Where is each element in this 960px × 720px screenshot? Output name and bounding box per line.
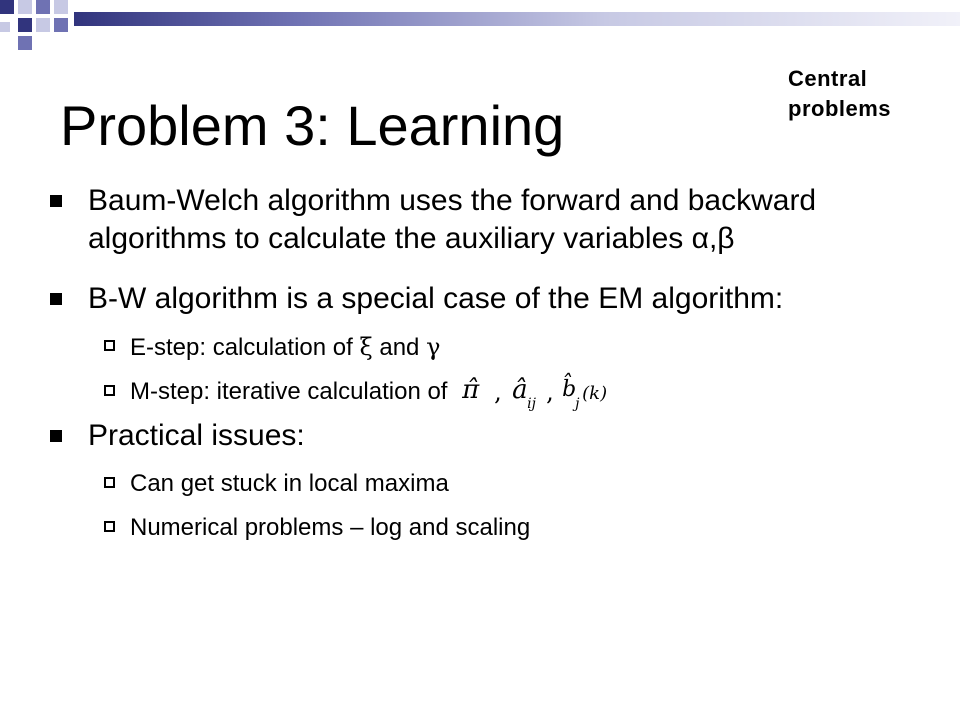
- pi-hat-symbol: π̂: [462, 375, 480, 405]
- decoration-square: [18, 36, 32, 50]
- bullet-list: [48, 182, 928, 543]
- gamma-symbol: γ: [426, 333, 441, 361]
- bullet-item: [48, 280, 928, 318]
- math-formula: [454, 375, 614, 412]
- square-bullet-icon: [50, 195, 62, 207]
- top-decoration: [0, 0, 960, 60]
- decoration-square: [0, 0, 14, 14]
- bullet-text: B-W algorithm is a special case of the EM algorithm:: [88, 282, 784, 315]
- decoration-square: [54, 0, 68, 14]
- hollow-square-bullet-icon: [104, 477, 115, 488]
- square-bullet-icon: [50, 293, 62, 305]
- sub-bullet-text: E-step: calculation of: [130, 334, 360, 361]
- decoration-gradient-bar: [74, 12, 960, 26]
- sub-bullet-text: Numerical problems – log and scaling: [130, 514, 531, 541]
- decoration-square: [54, 18, 68, 32]
- square-bullet-icon: [50, 430, 62, 442]
- bullet-text: Baum-Welch algorithm uses the forward and backward algorithms to calculate the auxiliary variables α,β: [88, 184, 817, 255]
- b-hat-symbol: b̂: [562, 377, 577, 402]
- a-subscript: ij: [527, 396, 536, 412]
- sub-bullet-item: [48, 469, 928, 499]
- decoration-square: [36, 0, 50, 14]
- b-subscript: j: [575, 396, 580, 412]
- sub-bullet-text: M-step: iterative calculation of: [130, 378, 455, 405]
- decoration-square: [36, 18, 50, 32]
- slide-title: Problem 3: Learning: [60, 94, 565, 157]
- bullet-item: [48, 417, 928, 455]
- sub-bullet-item: [48, 513, 928, 543]
- hollow-square-bullet-icon: [104, 385, 115, 396]
- xi-symbol: ξ: [359, 333, 373, 361]
- bullet-item: [48, 182, 928, 258]
- decoration-square: [18, 18, 32, 32]
- sub-bullet-item: [48, 332, 928, 363]
- sub-bullet-item: [48, 375, 928, 412]
- decoration-square: [18, 0, 32, 14]
- sub-bullet-text: and: [372, 334, 427, 361]
- corner-note-line: problems: [788, 96, 892, 121]
- b-argument: (k): [582, 383, 608, 404]
- bullet-text: Practical issues:: [88, 419, 305, 452]
- sub-bullet-text: Can get stuck in local maxima: [130, 470, 449, 497]
- hollow-square-bullet-icon: [104, 521, 115, 532]
- formula-separator: ,: [494, 378, 502, 406]
- a-hat-symbol: â: [512, 375, 528, 405]
- corner-note-line: Central: [788, 66, 868, 91]
- decoration-square: [0, 22, 10, 32]
- formula-separator: ,: [546, 378, 554, 406]
- hollow-square-bullet-icon: [104, 340, 115, 351]
- corner-note: [788, 64, 891, 124]
